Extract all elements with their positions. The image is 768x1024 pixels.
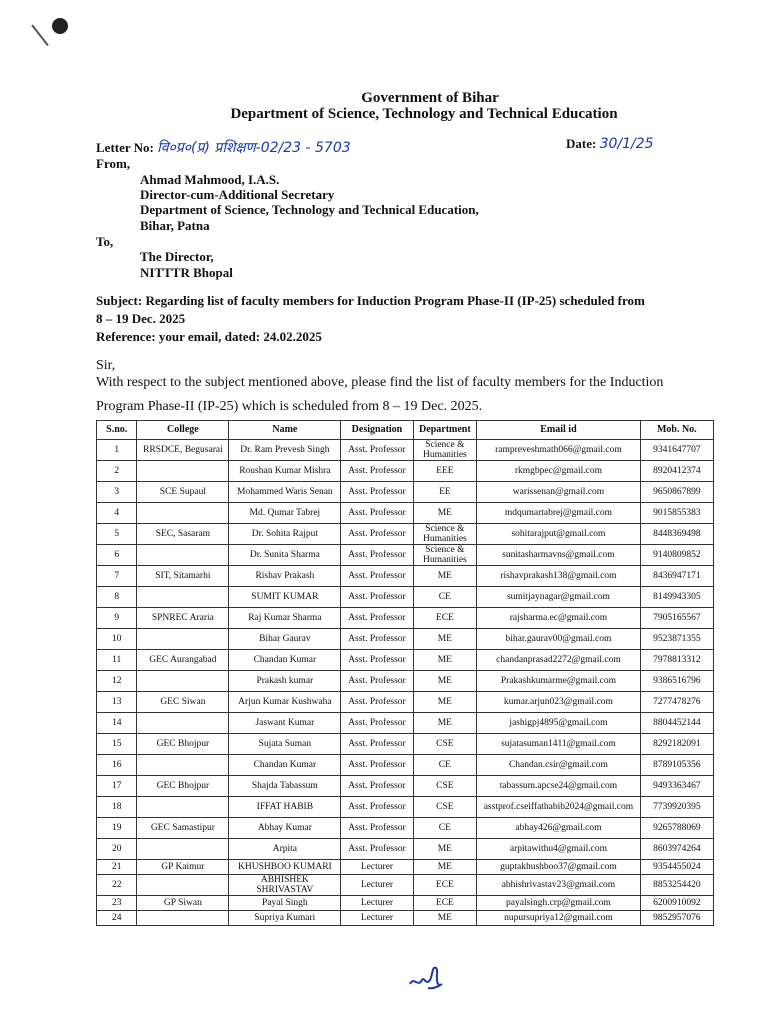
cell-college [137, 503, 229, 524]
table-row [97, 860, 714, 875]
cell-name: Chandan Kumar [229, 755, 341, 776]
cell-college: GP Siwan [137, 896, 229, 911]
cell-name: Jaswant Kumar [229, 713, 341, 734]
cell-department: CE [413, 587, 477, 608]
department-heading: Department of Science, Technology and Technical Education [230, 106, 618, 122]
to-label: To, [96, 234, 114, 249]
faculty-table [96, 420, 714, 926]
table-row [97, 776, 714, 797]
date-line [566, 136, 654, 152]
reference-line: Reference: your email, dated: 24.02.2025 [96, 329, 322, 344]
cell-email: jashigpj4895@gmail.com [477, 713, 640, 734]
cell-department: ME [413, 503, 477, 524]
cell-college: SIT, Sitamarhi [137, 566, 229, 587]
cell-sno: 19 [97, 818, 137, 839]
cell-name: Abhay Kumar [229, 818, 341, 839]
cell-mobile: 7905165567 [640, 608, 713, 629]
body-line-2: Program Phase-II (IP-25) which is scheduled from 8 – 19 Dec. 2025. [96, 399, 483, 414]
cell-name: Dr. Sunita Sharma [229, 545, 341, 566]
cell-email: rampreveshmath066@gmail.com [477, 440, 640, 461]
cell-department: ECE [413, 608, 477, 629]
cell-email: sunitasharmavns@gmail.com [477, 545, 640, 566]
cell-sno: 11 [97, 650, 137, 671]
cell-department: EEE [413, 461, 477, 482]
cell-designation: Asst. Professor [341, 671, 413, 692]
government-heading: Government of Bihar [361, 90, 499, 106]
cell-email: rishavprakash138@gmail.com [477, 566, 640, 587]
letter-number-label: Letter No: [96, 140, 154, 155]
cell-department: ME [413, 566, 477, 587]
cell-mobile: 7978813312 [640, 650, 713, 671]
cell-mobile: 8853254420 [640, 875, 713, 896]
table-row [97, 482, 714, 503]
cell-email: sumitjaynagar@gmail.com [477, 587, 640, 608]
header-designation: Designation [341, 421, 413, 440]
cell-name: Dr. Ram Prevesh Singh [229, 440, 341, 461]
cell-designation: Asst. Professor [341, 692, 413, 713]
signature-mark [406, 962, 446, 992]
from-designation: Director-cum-Additional Secretary [140, 187, 335, 202]
cell-sno: 17 [97, 776, 137, 797]
cell-college [137, 911, 229, 926]
cell-name: Chandan Kumar [229, 650, 341, 671]
cell-college: GP Kaimur [137, 860, 229, 875]
cell-department: CE [413, 818, 477, 839]
table-row [97, 503, 714, 524]
table-row [97, 650, 714, 671]
cell-designation: Asst. Professor [341, 734, 413, 755]
cell-designation: Asst. Professor [341, 440, 413, 461]
cell-designation: Asst. Professor [341, 545, 413, 566]
header-email: Email id [477, 421, 640, 440]
salutation: Sir, [96, 358, 116, 373]
cell-mobile: 8448369498 [640, 524, 713, 545]
cell-mobile: 9852957076 [640, 911, 713, 926]
cell-designation: Asst. Professor [341, 839, 413, 860]
header-mobile: Mob. No. [640, 421, 713, 440]
cell-email: rkmgbpec@gmail.com [477, 461, 640, 482]
cell-sno: 13 [97, 692, 137, 713]
table-row [97, 671, 714, 692]
cell-department: CE [413, 755, 477, 776]
cell-email: tabassum.apcse24@gmail.com [477, 776, 640, 797]
cell-mobile: 7277478276 [640, 692, 713, 713]
table-row [97, 440, 714, 461]
header-department: Department [413, 421, 477, 440]
cell-email: Prakashkumarme@gmail.com [477, 671, 640, 692]
cell-name: Roushan Kumar Mishra [229, 461, 341, 482]
cell-name: Prakash kumar [229, 671, 341, 692]
cell-name: Raj Kumar Sharma [229, 608, 341, 629]
header-sno: S.no. [97, 421, 137, 440]
table-row [97, 713, 714, 734]
cell-email: Chandan.csir@gmail.com [477, 755, 640, 776]
cell-name: Arpita [229, 839, 341, 860]
cell-sno: 5 [97, 524, 137, 545]
cell-sno: 23 [97, 896, 137, 911]
body-line-1: With respect to the subject mentioned above, please find the list of faculty members for the Induction [96, 375, 664, 390]
header-college: College [137, 421, 229, 440]
cell-college [137, 797, 229, 818]
cell-name: Sujata Suman [229, 734, 341, 755]
subject-line-2: 8 – 19 Dec. 2025 [96, 311, 186, 326]
cell-designation: Asst. Professor [341, 482, 413, 503]
cell-college [137, 671, 229, 692]
cell-mobile: 9140809852 [640, 545, 713, 566]
cell-mobile: 8789105356 [640, 755, 713, 776]
cell-designation: Asst. Professor [341, 608, 413, 629]
cell-email: chandanprasad2272@gmail.com [477, 650, 640, 671]
cell-mobile: 9650867899 [640, 482, 713, 503]
cell-sno: 12 [97, 671, 137, 692]
cell-sno: 4 [97, 503, 137, 524]
cell-department: ME [413, 629, 477, 650]
cell-sno: 20 [97, 839, 137, 860]
cell-name: Payal Singh [229, 896, 341, 911]
cell-sno: 21 [97, 860, 137, 875]
table-row [97, 587, 714, 608]
cell-college: SPNREC Araria [137, 608, 229, 629]
cell-mobile: 6200910092 [640, 896, 713, 911]
cell-designation: Asst. Professor [341, 797, 413, 818]
cell-name: SUMIT KUMAR [229, 587, 341, 608]
cell-mobile: 8292182091 [640, 734, 713, 755]
cell-department: ME [413, 671, 477, 692]
cell-sno: 22 [97, 875, 137, 896]
cell-department: ME [413, 713, 477, 734]
cell-department: Science & Humanities [413, 524, 477, 545]
cell-sno: 14 [97, 713, 137, 734]
table-row [97, 734, 714, 755]
cell-college [137, 755, 229, 776]
cell-mobile: 8603974264 [640, 839, 713, 860]
cell-college: GEC Siwan [137, 692, 229, 713]
cell-college: GEC Aurangabad [137, 650, 229, 671]
cell-name: KHUSHBOO KUMARI [229, 860, 341, 875]
cell-sno: 24 [97, 911, 137, 926]
table-row [97, 608, 714, 629]
cell-mobile: 9015855383 [640, 503, 713, 524]
cell-email: asstprof.cseiffathabib2024@gmail.com [477, 797, 640, 818]
cell-name: Dr. Sohita Rajput [229, 524, 341, 545]
cell-designation: Asst. Professor [341, 776, 413, 797]
cell-sno: 15 [97, 734, 137, 755]
cell-sno: 8 [97, 587, 137, 608]
letter-number-value: वि०प्र०(प्र) प्रशिक्षण-02/23 - 5703 [157, 140, 351, 156]
cell-designation: Lecturer [341, 860, 413, 875]
cell-sno: 6 [97, 545, 137, 566]
cell-designation: Asst. Professor [341, 524, 413, 545]
cell-department: CSE [413, 776, 477, 797]
cell-department: ME [413, 692, 477, 713]
cell-email: kumar.arjun023@gmail.com [477, 692, 640, 713]
cell-email: payalsingh.crp@gmail.com [477, 896, 640, 911]
cell-name: Bihar Gaurav [229, 629, 341, 650]
cell-mobile: 8804452144 [640, 713, 713, 734]
date-value: 30/1/25 [599, 136, 654, 152]
table-row [97, 839, 714, 860]
cell-designation: Lecturer [341, 875, 413, 896]
cell-mobile: 8149943305 [640, 587, 713, 608]
table-row [97, 818, 714, 839]
from-department: Department of Science, Technology and Technical Education, [140, 202, 479, 217]
cell-name: Mohammed Waris Senan [229, 482, 341, 503]
cell-mobile: 9386516796 [640, 671, 713, 692]
table-row [97, 911, 714, 926]
cell-college: GEC Bhojpur [137, 776, 229, 797]
date-label: Date: [566, 136, 597, 151]
cell-department: EE [413, 482, 477, 503]
cell-college: RRSDCE, Begusarai [137, 440, 229, 461]
staple-pin-mark [31, 24, 49, 46]
cell-designation: Lecturer [341, 911, 413, 926]
cell-name: Md. Qumar Tabrej [229, 503, 341, 524]
cell-college [137, 629, 229, 650]
from-place: Bihar, Patna [140, 218, 210, 233]
cell-sno: 1 [97, 440, 137, 461]
cell-designation: Lecturer [341, 896, 413, 911]
cell-email: bihar.gaurav00@gmail.com [477, 629, 640, 650]
cell-mobile: 9341647707 [640, 440, 713, 461]
cell-sno: 18 [97, 797, 137, 818]
cell-email: mdqumartabrej@gmail.com [477, 503, 640, 524]
cell-sno: 3 [97, 482, 137, 503]
cell-department: ECE [413, 896, 477, 911]
cell-name: Arjun Kumar Kushwaha [229, 692, 341, 713]
subject-line-1: Subject: Regarding list of faculty members for Induction Program Phase-II (IP-25) scheduled from [96, 293, 645, 308]
to-name: The Director, [140, 249, 214, 264]
from-name: Ahmad Mahmood, I.A.S. [140, 172, 280, 187]
header-name: Name [229, 421, 341, 440]
cell-email: arpitawithu4@gmail.com [477, 839, 640, 860]
cell-college [137, 875, 229, 896]
cell-designation: Asst. Professor [341, 503, 413, 524]
cell-email: abhishrivastav23@gmail.com [477, 875, 640, 896]
table-row [97, 875, 714, 896]
cell-department: Science & Humanities [413, 545, 477, 566]
cell-department: CSE [413, 797, 477, 818]
cell-college [137, 713, 229, 734]
cell-college: SCE Supaul [137, 482, 229, 503]
cell-name: Rishav Prakash [229, 566, 341, 587]
cell-department: ME [413, 839, 477, 860]
letter-number-line [96, 138, 351, 157]
cell-email: nupursupriya12@gmail.com [477, 911, 640, 926]
table-row [97, 755, 714, 776]
cell-department: ECE [413, 875, 477, 896]
cell-designation: Asst. Professor [341, 629, 413, 650]
table-row [97, 797, 714, 818]
cell-college [137, 587, 229, 608]
table-body [97, 440, 714, 926]
cell-department: Science & Humanities [413, 440, 477, 461]
cell-designation: Asst. Professor [341, 587, 413, 608]
cell-designation: Asst. Professor [341, 566, 413, 587]
cell-sno: 7 [97, 566, 137, 587]
cell-designation: Asst. Professor [341, 818, 413, 839]
table-row [97, 524, 714, 545]
table-row [97, 461, 714, 482]
cell-name: ABHISHEK SHRIVASTAV [229, 875, 341, 896]
cell-mobile: 9523871355 [640, 629, 713, 650]
cell-department: CSE [413, 734, 477, 755]
cell-mobile: 9265788069 [640, 818, 713, 839]
table-row [97, 629, 714, 650]
cell-name: Supriya Kumari [229, 911, 341, 926]
cell-college [137, 461, 229, 482]
from-label: From, [96, 156, 131, 171]
table-header-row [97, 421, 714, 440]
cell-designation: Asst. Professor [341, 650, 413, 671]
table-row [97, 545, 714, 566]
cell-college: SEC, Sasaram [137, 524, 229, 545]
cell-sno: 2 [97, 461, 137, 482]
cell-college: GEC Bhojpur [137, 734, 229, 755]
cell-mobile: 7739920395 [640, 797, 713, 818]
cell-name: Shajda Tabassum [229, 776, 341, 797]
table-row [97, 566, 714, 587]
cell-department: ME [413, 650, 477, 671]
table-row [97, 692, 714, 713]
cell-mobile: 9354455024 [640, 860, 713, 875]
to-org: NITTTR Bhopal [140, 265, 233, 280]
cell-mobile: 9493363467 [640, 776, 713, 797]
cell-email: abhay426@gmail.com [477, 818, 640, 839]
cell-designation: Asst. Professor [341, 461, 413, 482]
cell-email: guptakhushboo37@gmail.com [477, 860, 640, 875]
cell-email: warissenan@gmail.com [477, 482, 640, 503]
cell-designation: Asst. Professor [341, 755, 413, 776]
cell-department: ME [413, 860, 477, 875]
cell-mobile: 8436947171 [640, 566, 713, 587]
cell-college: GEC Samastipur [137, 818, 229, 839]
cell-college [137, 839, 229, 860]
cell-sno: 10 [97, 629, 137, 650]
cell-department: ME [413, 911, 477, 926]
table-row [97, 896, 714, 911]
cell-email: sohitarajput@gmail.com [477, 524, 640, 545]
cell-sno: 9 [97, 608, 137, 629]
cell-name: IFFAT HABIB [229, 797, 341, 818]
cell-college [137, 545, 229, 566]
cell-designation: Asst. Professor [341, 713, 413, 734]
punch-hole-mark [52, 18, 68, 34]
cell-email: sujatasuman1411@gmail.com [477, 734, 640, 755]
cell-email: rajsharma.ec@gmail.com [477, 608, 640, 629]
cell-mobile: 8920412374 [640, 461, 713, 482]
cell-sno: 16 [97, 755, 137, 776]
